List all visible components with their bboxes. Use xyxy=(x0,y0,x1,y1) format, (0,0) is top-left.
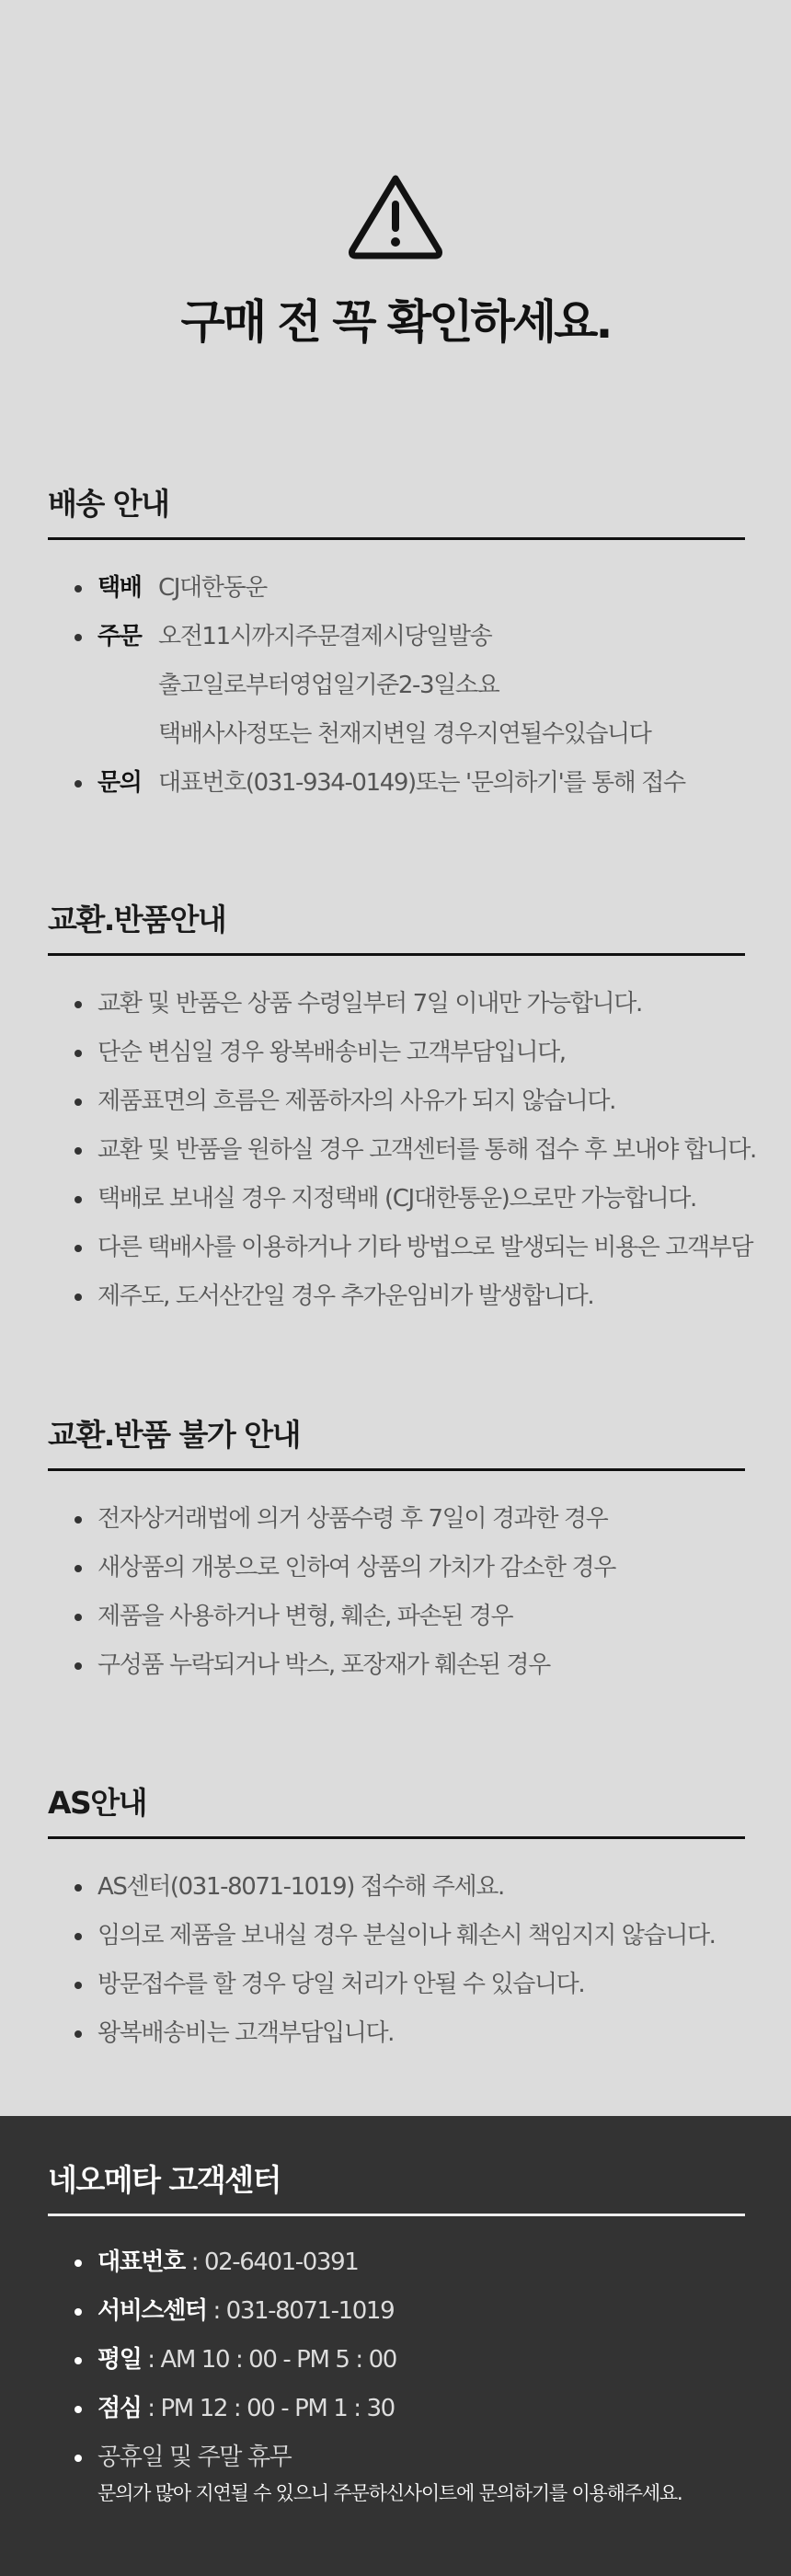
list-item: 구성품 누락되거나 박스, 포장재가 훼손된 경우 xyxy=(48,1641,745,1690)
exchange-section xyxy=(48,902,756,1321)
as-section xyxy=(48,1785,745,2058)
list-item: 제품을 사용하거나 변형, 훼손, 파손된 경우 xyxy=(48,1593,745,1641)
shipping-order xyxy=(48,613,745,661)
order-line-1: 오전11시까지주문결제시당일발송 xyxy=(158,623,492,650)
list-item: 제품표면의 흐름은 제품하자의 사유가 되지 않습니다. xyxy=(48,1077,745,1126)
contact-lunch-hours xyxy=(48,2385,745,2433)
no-exchange-list xyxy=(48,1495,745,1690)
shipping-inquiry xyxy=(48,759,745,808)
as-list xyxy=(48,1863,745,2058)
contact-note: 문의가 많아 지연될 수 있으니 주문하신사이트에 문의하기를 이용해주세요. xyxy=(97,2482,682,2504)
lunch-value: : PM 12 : 00 - PM 1 : 30 xyxy=(141,2395,395,2422)
courier-label: 택배 xyxy=(97,574,142,602)
contact-weekday-hours xyxy=(48,2336,745,2385)
exchange-title: 교환.반품안내 xyxy=(48,902,745,956)
shipping-list xyxy=(48,564,745,808)
list-item: 교환 및 반품은 상품 수령일부터 7일 이내만 가능합니다. xyxy=(48,980,745,1029)
contact-main-number xyxy=(48,2238,745,2287)
as-title: AS안내 xyxy=(48,1785,745,1839)
order-line-3: 택배사사정또는 천재지변일 경우지연될수있습니다 xyxy=(158,720,651,748)
lunch-label: 점심 xyxy=(97,2395,142,2422)
shipping-courier xyxy=(48,564,745,613)
courier-value: CJ대한동운 xyxy=(158,574,267,602)
list-item: 단순 변심일 경우 왕복배송비는 고객부담입니다, xyxy=(48,1029,745,1077)
contact-list xyxy=(48,2238,745,2482)
list-item: 전자상거래법에 의거 상품수령 후 7일이 경과한 경우 xyxy=(48,1495,745,1544)
list-item: 제주도, 도서산간일 경우 추가운임비가 발생합니다. xyxy=(48,1272,745,1321)
contact-service-center xyxy=(48,2287,745,2336)
warning-triangle-icon xyxy=(345,171,446,261)
shipping-title: 배송 안내 xyxy=(48,486,745,540)
service-center-value: : 031-8071-1019 xyxy=(206,2297,395,2325)
list-item: 택배로 보내실 경우 지정택배 (CJ대한통운)으로만 가능합니다. xyxy=(48,1175,745,1224)
main-number-value: : 02-6401-0391 xyxy=(184,2248,359,2276)
shipping-section xyxy=(48,486,745,808)
list-item: AS센터(031-8071-1019) 접수해 주세요. xyxy=(48,1863,745,1912)
contact-section xyxy=(48,2162,745,2506)
page-title: 구매 전 꼭 확인하세요. xyxy=(180,295,611,349)
contact-panel xyxy=(0,2116,791,2576)
list-item: 새상품의 개봉으로 인하여 상품의 가치가 감소한 경우 xyxy=(48,1544,745,1593)
no-exchange-title: 교환.반품 불가 안내 xyxy=(48,1417,745,1471)
shipping-order-cont xyxy=(48,710,745,759)
shipping-order-cont xyxy=(48,661,745,710)
list-item: 다른 택배사를 이용하거나 기타 방법으로 발생되는 비용은 고객부담 xyxy=(48,1224,745,1272)
inquiry-value: 대표번호(031-934-0149)또는 '문의하기'를 통해 접수 xyxy=(158,769,685,797)
main-number-label: 대표번호 xyxy=(97,2248,185,2276)
exchange-list xyxy=(48,980,756,1321)
order-label: 주문 xyxy=(97,623,142,650)
service-center-label: 서비스센터 xyxy=(97,2297,207,2325)
weekday-label: 평일 xyxy=(97,2346,142,2374)
no-exchange-section xyxy=(48,1417,745,1690)
inquiry-label: 문의 xyxy=(97,769,142,797)
contact-holiday: 공휴일 및 주말 휴무 xyxy=(48,2433,745,2482)
list-item: 교환 및 반품을 원하실 경우 고객센터를 통해 접수 후 보내야 합니다. xyxy=(48,1126,745,1175)
weekday-value: : AM 10 : 00 - PM 5 : 00 xyxy=(141,2346,396,2374)
list-item: 임의로 제품을 보내실 경우 분실이나 훼손시 책임지지 않습니다. xyxy=(48,1912,745,1961)
list-item: 방문접수를 할 경우 당일 처리가 안될 수 있습니다. xyxy=(48,1961,745,2009)
order-line-2: 출고일로부터영업일기준2-3일소요 xyxy=(158,672,499,699)
hero xyxy=(0,0,791,368)
list-item: 왕복배송비는 고객부담입니다. xyxy=(48,2009,745,2058)
contact-title: 네오메타 고객센터 xyxy=(48,2162,745,2216)
